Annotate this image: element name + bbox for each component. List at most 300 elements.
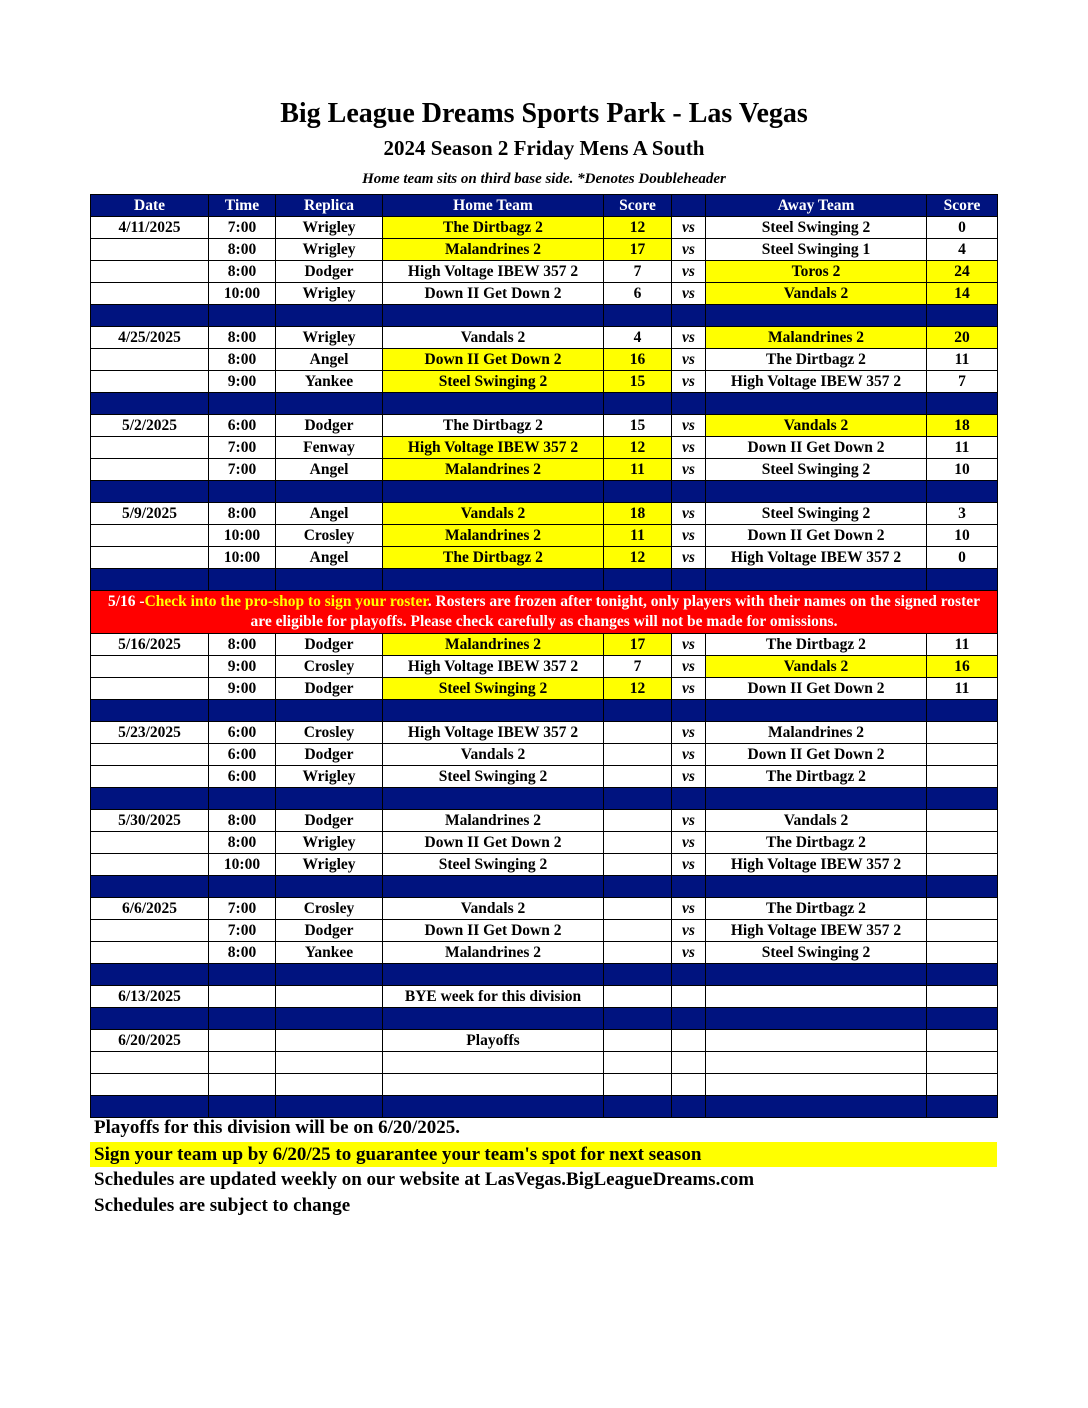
away-score: 4 [927,239,998,261]
game-row [91,371,998,393]
home-score [604,810,672,832]
game-time: 9:00 [209,656,276,678]
game-date [91,920,209,942]
game-field [276,1052,383,1074]
away-team [706,986,927,1008]
vs-label: vs [672,437,706,459]
game-date [91,1074,209,1096]
game-field: Wrigley [276,854,383,876]
game-row [91,327,998,349]
game-time: 6:00 [209,722,276,744]
home-score [604,854,672,876]
away-team: The Dirtbagz 2 [706,832,927,854]
game-field: Dodger [276,678,383,700]
separator-cell [276,393,383,415]
home-team: High Voltage IBEW 357 2 [383,722,604,744]
game-field: Wrigley [276,766,383,788]
separator-cell [672,305,706,327]
separator-cell [927,1096,998,1118]
game-time: 8:00 [209,239,276,261]
home-score: 12 [604,678,672,700]
home-score: 15 [604,415,672,437]
vs-label: vs [672,503,706,525]
game-field: Wrigley [276,283,383,305]
game-date [91,766,209,788]
game-field: Dodger [276,744,383,766]
game-date [91,832,209,854]
separator-cell [672,1096,706,1118]
away-score: 3 [927,503,998,525]
game-row [91,656,998,678]
game-time [209,986,276,1008]
game-time: 8:00 [209,261,276,283]
home-score: 17 [604,634,672,656]
away-score [927,1074,998,1096]
separator-cell [276,305,383,327]
game-date [91,437,209,459]
game-field: Wrigley [276,239,383,261]
notice-warning: Check into the pro-shop to sign your roster [144,593,428,610]
game-time: 8:00 [209,832,276,854]
game-row [91,459,998,481]
away-score: 10 [927,459,998,481]
home-team: Steel Swinging 2 [383,678,604,700]
home-score [604,722,672,744]
separator-cell [927,305,998,327]
game-row [91,678,998,700]
game-row [91,1074,998,1096]
vs-label: vs [672,766,706,788]
separator-cell [706,481,927,503]
away-team: Down II Get Down 2 [706,744,927,766]
separator-cell [604,1008,672,1030]
game-row [91,722,998,744]
separator-cell [91,1096,209,1118]
footer-playoffs-note: Playoffs for this division will be on 6/20/2025. [94,1117,460,1138]
away-team: High Voltage IBEW 357 2 [706,547,927,569]
away-team: Down II Get Down 2 [706,525,927,547]
home-team: Malandrines 2 [383,239,604,261]
away-team: The Dirtbagz 2 [706,634,927,656]
game-date: 4/25/2025 [91,327,209,349]
game-row [91,1030,998,1052]
separator-cell [927,1008,998,1030]
separator-cell [209,964,276,986]
game-date: 6/13/2025 [91,986,209,1008]
separator-cell [672,788,706,810]
game-field: Angel [276,459,383,481]
game-date [91,283,209,305]
game-row [91,547,998,569]
game-field: Dodger [276,920,383,942]
game-time: 8:00 [209,942,276,964]
away-score: 14 [927,283,998,305]
away-team: Toros 2 [706,261,927,283]
vs-label [672,1074,706,1096]
home-team: The Dirtbagz 2 [383,217,604,239]
away-score: 7 [927,371,998,393]
home-team: Malandrines 2 [383,525,604,547]
game-field: Dodger [276,810,383,832]
vs-label: vs [672,283,706,305]
game-time [209,1052,276,1074]
separator-cell [209,876,276,898]
away-score: 11 [927,678,998,700]
away-team: Steel Swinging 2 [706,217,927,239]
separator-cell [672,1008,706,1030]
away-team [706,1074,927,1096]
game-time: 9:00 [209,371,276,393]
home-score: 7 [604,261,672,283]
game-field: Angel [276,547,383,569]
game-time: 7:00 [209,437,276,459]
separator-cell [383,393,604,415]
separator-cell [927,700,998,722]
separator-cell [91,700,209,722]
separator-cell [383,305,604,327]
away-score [927,722,998,744]
vs-label: vs [672,327,706,349]
game-time: 8:00 [209,503,276,525]
home-score [604,766,672,788]
separator-cell [706,1008,927,1030]
away-team: Steel Swinging 2 [706,459,927,481]
header-away-score: Score [927,195,998,217]
away-team: Steel Swinging 2 [706,503,927,525]
home-score [604,920,672,942]
away-team: Steel Swinging 2 [706,942,927,964]
vs-label: vs [672,854,706,876]
separator-cell [383,788,604,810]
separator-cell [209,305,276,327]
vs-label: vs [672,832,706,854]
game-time: 7:00 [209,920,276,942]
away-team: Vandals 2 [706,656,927,678]
separator-cell [383,964,604,986]
home-score: 11 [604,459,672,481]
separator-cell [91,305,209,327]
away-team [706,1030,927,1052]
away-team: The Dirtbagz 2 [706,349,927,371]
away-team: Vandals 2 [706,415,927,437]
vs-label: vs [672,678,706,700]
separator-cell [706,700,927,722]
separator-cell [383,876,604,898]
separator-cell [276,876,383,898]
game-time: 10:00 [209,854,276,876]
game-field: Wrigley [276,832,383,854]
away-score: 11 [927,437,998,459]
separator-row [91,700,998,722]
game-time: 8:00 [209,810,276,832]
separator-cell [706,569,927,591]
vs-label: vs [672,217,706,239]
separator-cell [276,481,383,503]
game-row [91,415,998,437]
vs-label: vs [672,239,706,261]
separator-cell [91,964,209,986]
separator-cell [91,788,209,810]
game-row [91,349,998,371]
separator-cell [276,569,383,591]
game-row [91,766,998,788]
game-field: Crosley [276,525,383,547]
home-team: Down II Get Down 2 [383,920,604,942]
separator-cell [91,876,209,898]
vs-label: vs [672,656,706,678]
away-team: High Voltage IBEW 357 2 [706,854,927,876]
separator-cell [604,876,672,898]
home-team: Vandals 2 [383,503,604,525]
separator-cell [383,569,604,591]
game-date [91,371,209,393]
separator-cell [276,1008,383,1030]
game-time: 6:00 [209,415,276,437]
home-score: 11 [604,525,672,547]
vs-label: vs [672,744,706,766]
game-field: Fenway [276,437,383,459]
home-score: 7 [604,656,672,678]
away-score: 16 [927,656,998,678]
header-home-team: Home Team [383,195,604,217]
away-score: 24 [927,261,998,283]
game-field [276,1030,383,1052]
home-score [604,744,672,766]
vs-label: vs [672,942,706,964]
separator-cell [209,569,276,591]
game-time: 10:00 [209,283,276,305]
roster-notice-row [91,591,998,634]
game-time: 10:00 [209,525,276,547]
away-score: 10 [927,525,998,547]
away-team: Vandals 2 [706,283,927,305]
home-team: Malandrines 2 [383,810,604,832]
page-subtitle: 2024 Season 2 Friday Mens A South [383,136,705,160]
home-score: 17 [604,239,672,261]
game-date [91,239,209,261]
game-time: 8:00 [209,327,276,349]
separator-cell [604,481,672,503]
vs-label: vs [672,634,706,656]
separator-cell [706,305,927,327]
game-row [91,810,998,832]
home-score: 12 [604,217,672,239]
home-team: Vandals 2 [383,898,604,920]
home-score: 18 [604,503,672,525]
away-score [927,898,998,920]
home-score: 6 [604,283,672,305]
home-score [604,986,672,1008]
vs-label: vs [672,547,706,569]
game-field: Crosley [276,722,383,744]
game-row [91,283,998,305]
home-team: Down II Get Down 2 [383,283,604,305]
home-team [383,1052,604,1074]
away-score: 11 [927,349,998,371]
game-field [276,986,383,1008]
game-row [91,261,998,283]
away-score [927,1052,998,1074]
vs-label [672,1052,706,1074]
home-score: 12 [604,547,672,569]
separator-row [91,788,998,810]
separator-cell [276,964,383,986]
game-field: Yankee [276,942,383,964]
game-date [91,349,209,371]
separator-cell [91,569,209,591]
game-row [91,525,998,547]
separator-row [91,1008,998,1030]
game-date [91,744,209,766]
separator-cell [383,1096,604,1118]
home-team: Vandals 2 [383,327,604,349]
away-score: 20 [927,327,998,349]
game-date: 5/23/2025 [91,722,209,744]
game-row [91,437,998,459]
game-field: Wrigley [276,327,383,349]
game-row [91,744,998,766]
away-score [927,920,998,942]
home-score [604,942,672,964]
separator-cell [276,788,383,810]
game-date: 5/30/2025 [91,810,209,832]
home-team: Steel Swinging 2 [383,371,604,393]
game-time: 7:00 [209,459,276,481]
game-field: Angel [276,503,383,525]
game-time: 9:00 [209,678,276,700]
separator-cell [209,1008,276,1030]
header-home-score: Score [604,195,672,217]
footer-website-note: Schedules are updated weekly on our website at LasVegas.BigLeagueDreams.com [94,1169,755,1190]
separator-row [91,876,998,898]
home-score [604,1052,672,1074]
away-team: Down II Get Down 2 [706,437,927,459]
home-team: Down II Get Down 2 [383,349,604,371]
away-score [927,832,998,854]
game-field: Wrigley [276,217,383,239]
separator-cell [672,393,706,415]
separator-cell [706,964,927,986]
game-row [91,986,998,1008]
separator-cell [927,481,998,503]
away-score [927,1030,998,1052]
game-row [91,920,998,942]
away-score: 0 [927,547,998,569]
game-field: Crosley [276,656,383,678]
away-team: Down II Get Down 2 [706,678,927,700]
home-score [604,1030,672,1052]
home-score: 12 [604,437,672,459]
separator-cell [209,1096,276,1118]
game-date: 5/2/2025 [91,415,209,437]
away-score [927,854,998,876]
home-team: Steel Swinging 2 [383,766,604,788]
roster-notice [91,591,998,634]
game-row [91,503,998,525]
separator-cell [91,1008,209,1030]
away-team: Steel Swinging 1 [706,239,927,261]
game-row [91,942,998,964]
game-time [209,1074,276,1096]
separator-cell [91,481,209,503]
page-title: Big League Dreams Sports Park - Las Vegas [280,98,808,129]
separator-cell [604,964,672,986]
away-score [927,766,998,788]
vs-label: vs [672,459,706,481]
game-time: 8:00 [209,634,276,656]
footer-signup-note: Sign your team up by 6/20/25 to guarantee your team's spot for next season [90,1142,997,1167]
game-row [91,1052,998,1074]
game-time: 6:00 [209,766,276,788]
vs-label: vs [672,261,706,283]
home-team: The Dirtbagz 2 [383,547,604,569]
schedule-table [90,194,998,1118]
away-score [927,744,998,766]
header-replica: Replica [276,195,383,217]
separator-cell [91,393,209,415]
game-field: Dodger [276,261,383,283]
home-team: The Dirtbagz 2 [383,415,604,437]
separator-cell [209,788,276,810]
game-time [209,1030,276,1052]
header-away-team: Away Team [706,195,927,217]
separator-cell [706,788,927,810]
vs-label: vs [672,722,706,744]
vs-label: vs [672,371,706,393]
separator-cell [383,481,604,503]
header-time: Time [209,195,276,217]
away-team: Malandrines 2 [706,327,927,349]
vs-label [672,1030,706,1052]
home-team: Playoffs [383,1030,604,1052]
separator-cell [209,700,276,722]
separator-cell [604,700,672,722]
game-field: Yankee [276,371,383,393]
game-date [91,1052,209,1074]
home-score: 4 [604,327,672,349]
vs-label: vs [672,920,706,942]
separator-cell [927,964,998,986]
game-row [91,854,998,876]
game-time: 7:00 [209,898,276,920]
schedule-note: Home team sits on third base side. *Denotes Doubleheader [362,171,726,187]
separator-row [91,481,998,503]
away-team: Malandrines 2 [706,722,927,744]
away-score [927,810,998,832]
separator-row [91,305,998,327]
separator-cell [706,393,927,415]
separator-cell [383,1008,604,1030]
game-date: 5/9/2025 [91,503,209,525]
game-date [91,261,209,283]
game-time: 8:00 [209,349,276,371]
game-row [91,239,998,261]
away-team: High Voltage IBEW 357 2 [706,371,927,393]
game-date: 5/16/2025 [91,634,209,656]
separator-cell [604,1096,672,1118]
game-field [276,1074,383,1096]
home-team: Down II Get Down 2 [383,832,604,854]
notice-text: . Rosters are frozen after tonight, only players with their names on the signed roster are eligible for playoffs. Please check carefully as changes will not be made for omissions. [250,593,980,630]
separator-cell [706,1096,927,1118]
game-field: Crosley [276,898,383,920]
game-date [91,459,209,481]
away-score [927,986,998,1008]
vs-label [672,986,706,1008]
away-score [927,942,998,964]
separator-cell [672,569,706,591]
home-team: High Voltage IBEW 357 2 [383,656,604,678]
